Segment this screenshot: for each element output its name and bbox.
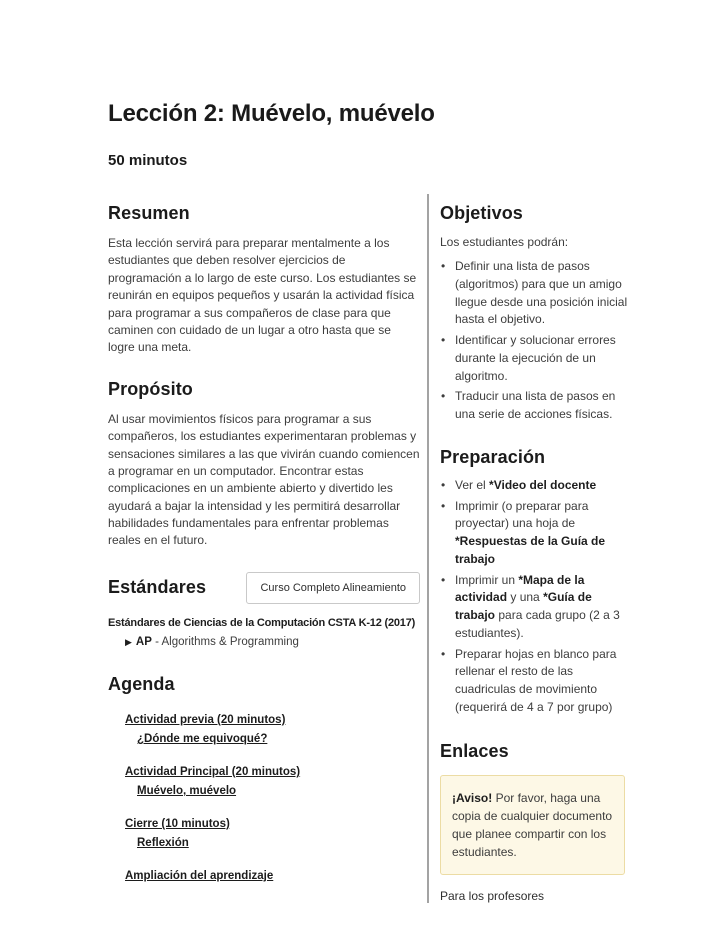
text-segment: Imprimir un [455, 572, 519, 587]
agenda-link-ampliacion[interactable]: Ampliación del aprendizaje [125, 869, 274, 882]
preparacion-section [440, 447, 632, 717]
agenda-link-cierre[interactable]: Cierre (10 minutos) [125, 817, 230, 830]
estandares-heading: Estándares [108, 577, 207, 598]
text-segment-bold: *Respuestas de la Guía de trabajo [455, 534, 606, 566]
agenda-link-actividad-previa[interactable]: Actividad previa (20 minutos) [125, 713, 286, 726]
objetivos-list [440, 258, 632, 424]
text-segment: Preparar hojas en blanco para rellenar el resto de las cuadriculas de movimiento (requerirá de 4 a 7 por grupo) [455, 646, 617, 714]
aviso-notice-box [440, 775, 625, 875]
agenda-sublink-reflexion[interactable]: Reflexión [137, 836, 189, 849]
objetivos-section [440, 203, 632, 424]
agenda-item [125, 866, 420, 884]
objetivo-item: • Definir una lista de pasos (algoritmos) para que un amigo llegue desde una posición inicial hasta el objetivo. [440, 258, 632, 329]
proposito-body: Al usar movimientos físicos para programar a sus compañeros, los estudiantes experimentaran problemas y sensaciones similares a las que vivirán cuando comiencen a programar en un computador. Encontrar estas complicaciones en un ambiente abierto y divertido les ayudará a bajar la intensidad y les permitirá desarrollar habilidades fundamentales para enfrentar problemas reales en el futuro. [108, 411, 420, 548]
enlaces-heading: Enlaces [440, 740, 509, 761]
standards-framework-label: Estándares de Ciencias de la Computación CSTA K-12 (2017) [108, 616, 416, 629]
agenda-sublink-muevelo-muevelo[interactable]: Muévelo, muévelo [137, 784, 237, 797]
agenda-item [125, 710, 420, 747]
full-course-alignment-button[interactable]: Curso Completo Alineamiento [246, 572, 420, 604]
column-divider [427, 194, 429, 903]
text-segment-bold: *Mapa de la actividad [455, 572, 585, 605]
aviso-text: Por favor, haga una copia de cualquier documento que planee compartir con los estudiantes. [452, 790, 613, 859]
text-segment-bold: *Guía de trabajo [455, 590, 592, 622]
agenda-sublink-donde-me-equivoque[interactable]: ¿Dónde me equivoqué? [137, 732, 268, 745]
agenda-section [108, 674, 420, 884]
right-column [440, 194, 632, 903]
two-column-layout [108, 194, 720, 903]
preparacion-item [440, 477, 632, 495]
estandares-header-row [108, 572, 420, 604]
standards-category-toggle[interactable] [125, 636, 420, 648]
page-title: Lección 2: Muévelo, muévelo [108, 100, 435, 127]
text-segment: Imprimir (o preparar para proyectar) una hoja de [455, 498, 589, 531]
agenda-heading: Agenda [108, 673, 175, 694]
enlaces-section [440, 741, 632, 903]
text-segment: para cada grupo (2 a 3 estudiantes). [455, 608, 620, 640]
lesson-duration: 50 minutos [108, 152, 188, 169]
para-los-profesores-label: Para los profesores [440, 888, 545, 903]
preparacion-heading: Preparación [440, 446, 546, 467]
resumen-section [108, 203, 420, 357]
resumen-body: Esta lección servirá para preparar mentalmente a los estudiantes que deben resolver ejercicios de programación a lo largo de este curso. Los estudiantes se reunirán en equipos pequeños y usarán la actividad física para programar a sus compañeros de clase para que caminen con cuidado de un lugar a otro hasta que se logre una meta. [108, 236, 417, 355]
resumen-heading: Resumen [108, 203, 190, 223]
agenda-item [125, 814, 420, 851]
standards-category-label: - Algorithms & Programming [151, 635, 299, 648]
preparacion-item [440, 572, 632, 643]
agenda-link-actividad-principal[interactable]: Actividad Principal (20 minutos) [125, 765, 301, 778]
left-column [108, 194, 420, 903]
preparacion-list [440, 477, 632, 717]
objetivos-intro: Los estudiantes podrán: [440, 235, 569, 249]
objetivo-item: • Identificar y solucionar errores durante la ejecución de un algoritmo. [440, 332, 632, 385]
estandares-section [108, 572, 420, 648]
agenda-list [108, 710, 420, 884]
standards-category-code: AP [135, 635, 152, 648]
preparacion-item [440, 498, 632, 569]
text-segment-bold: *Video del docente [489, 477, 597, 492]
proposito-heading: Propósito [108, 378, 193, 399]
aviso-label: ¡Aviso! [452, 790, 493, 805]
agenda-item [125, 762, 420, 799]
objetivos-heading: Objetivos [440, 203, 523, 223]
proposito-section [108, 379, 420, 550]
preparacion-item [440, 646, 632, 717]
objetivo-item: • Traducir una lista de pasos en una serie de acciones físicas. [440, 388, 632, 424]
text-segment: Ver el [455, 477, 490, 492]
expand-arrow-icon: ▶ [125, 636, 132, 647]
text-segment: y una [507, 590, 544, 605]
